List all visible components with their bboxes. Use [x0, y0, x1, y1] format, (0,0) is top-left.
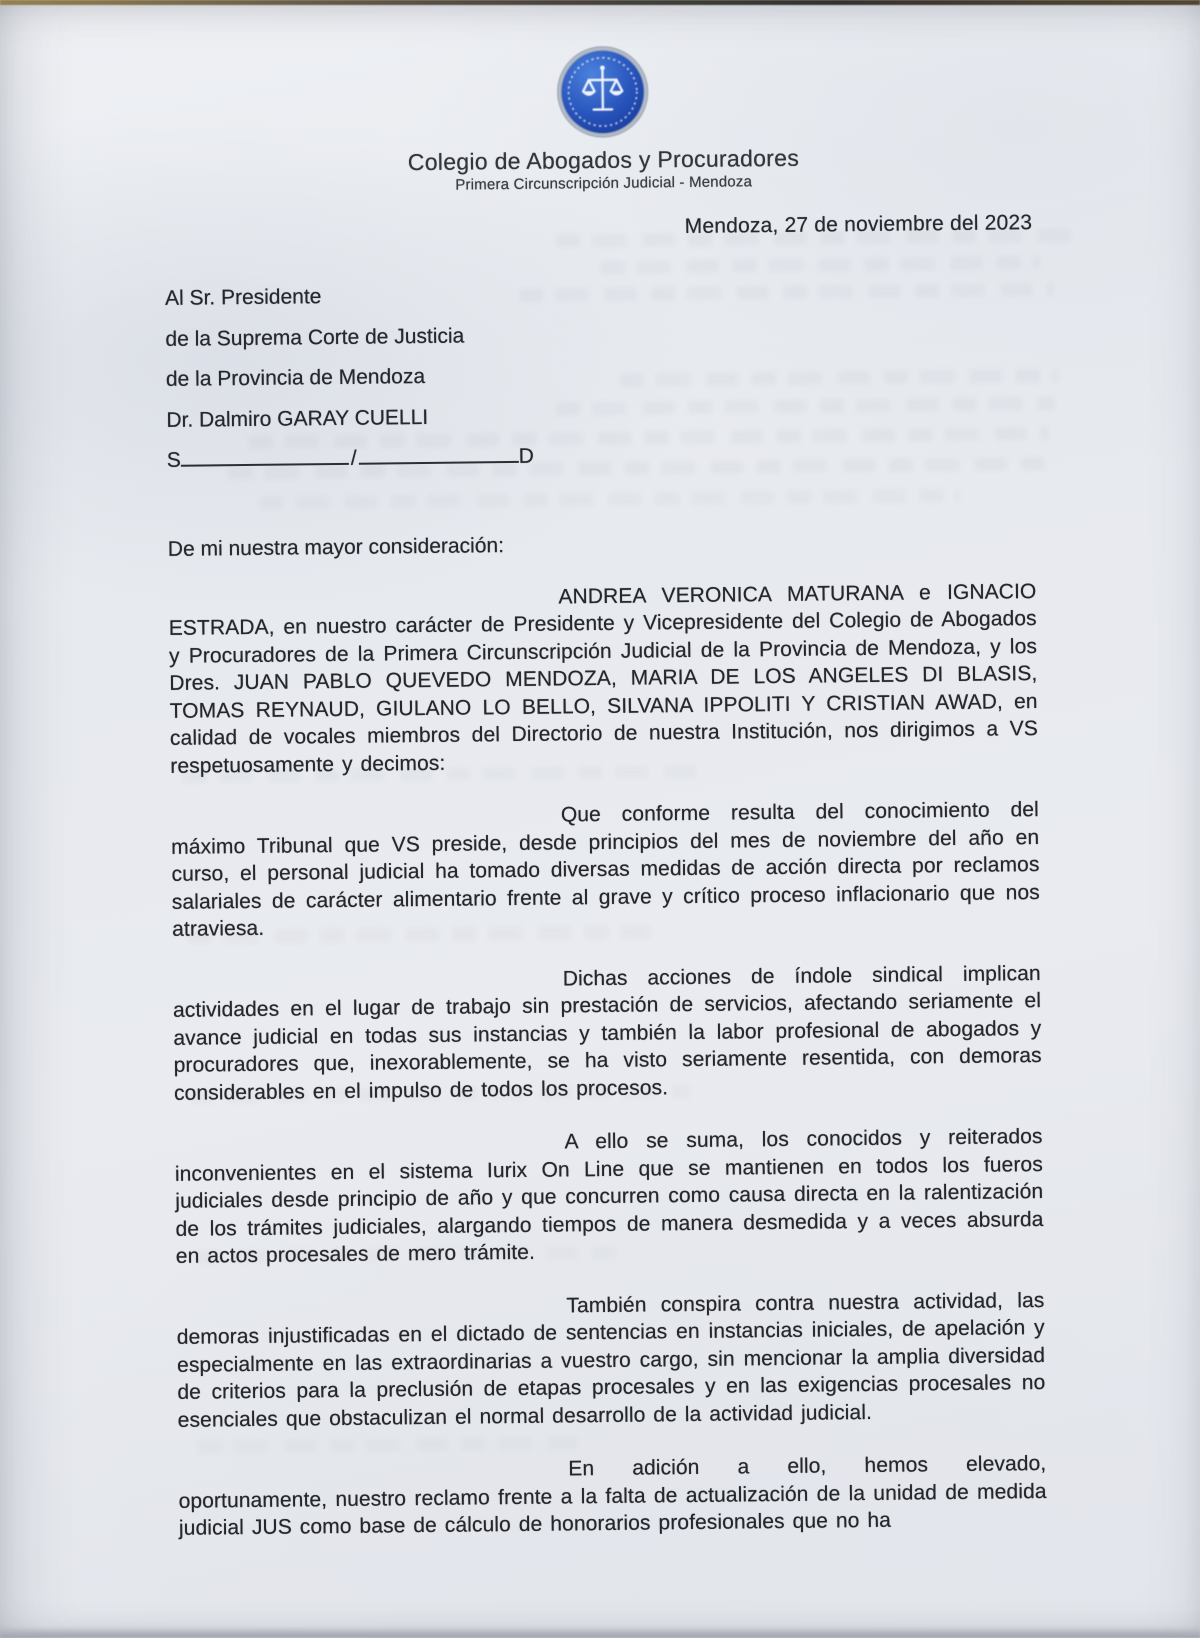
routing-line [167, 431, 1035, 481]
salutation: De mi nuestra mayor consideración: [167, 533, 505, 561]
routing-separator: / [350, 446, 357, 470]
scales-of-justice-icon [546, 43, 659, 145]
recipient-line: de la Suprema Corte de Justicia [165, 324, 465, 351]
routing-start: S [166, 448, 181, 472]
routing-end: D [518, 444, 534, 468]
paragraph: Dichas acciones de índole sindical implican actividades en el lugar de trabajo sin prestación de servicios, afectando seriamente el avance judicial en todas sus instancias y también la labor profesional de abogados y procuradores que, inexorablemente, se ha visto seriamente resentida, con demoras considerables en el impulso de todos los procesos. [172, 961, 1042, 1105]
recipient-line: de la Provincia de Mendoza [165, 364, 426, 391]
recipient-address [165, 269, 1035, 481]
paragraph: En adición a ello, hemos elevado, oportunamente, nuestro reclamo frente a la falta de actualización de la unidad de medida judicial JUS como base de cálculo de honorarios profesionales que no ha [178, 1451, 1047, 1540]
letter-body [168, 578, 1047, 1543]
paragraph: A ello se suma, los conocidos y reiterados inconvenientes en el sistema Iurix On Line que se mantienen en todos los fueros judiciales desde principio de año y que concurren como causa directa en la ralentización de los trámites judiciales, alargando tiempos de manera desmedida y a veces absurda en actos procesales de mero trámite. [174, 1125, 1044, 1268]
blank-rule [181, 448, 349, 467]
org-subtitle: Primera Circunscripción Judicial - Mendoza [455, 173, 753, 194]
paragraph: También conspira contra nuestra actividad, las demoras injustificadas en el dictado de sentencias en instancias iniciales, de apelación y especialmente en las extraordinarias a vuestro cargo, sin mencionar la amplia diversidad de criterios para la preclusión de etapas procesales y en las exigencias procesales no esenciales que obstaculizan el normal desarrollo de la actividad judicial. [176, 1288, 1046, 1432]
recipient-line: Al Sr. Presidente [164, 285, 322, 310]
date-line: Mendoza, 27 de noviembre del 2023 [684, 211, 1033, 239]
paragraph: Que conforme resulta del conocimiento del máximo Tribunal que VS preside, desde principios del mes de noviembre del año en curso, el personal judicial ha tomado diversas medidas de acción directa por reclamos salariales de carácter alimentario frente al grave y crítico proceso inflacionario que nos atraviesa. [171, 798, 1040, 941]
scan-bottom-edge [0, 1627, 1200, 1638]
org-name: Colegio de Abogados y Procuradores [407, 144, 800, 176]
recipient-line: Dr. Dalmiro GARAY CUELLI [166, 405, 429, 432]
blank-rule [359, 446, 519, 465]
paragraph: ANDREA VERONICA MATURANA e IGNACIO ESTRADA, en nuestro carácter de Presidente y Vicepresidente del Colegio de Abogados y Procuradores de la Primera Circunscripción Judicial de la Provincia de Mendoza, y los Dres. JUAN PABLO QUEVEDO MENDOZA, MARIA DE LOS ANGELES DI BLASIS, TOMAS REYNAUD, GIULANO LO BELLO, SILVANA IPPOLITI Y CRISTIAN AWAD, en calidad de vocales miembros del Directorio de nuestra Institución, nos dirigimos a VS respetuosamente y decimos: [168, 579, 1039, 778]
scan-top-edge [0, 0, 1200, 5]
letterhead [168, 39, 1038, 199]
